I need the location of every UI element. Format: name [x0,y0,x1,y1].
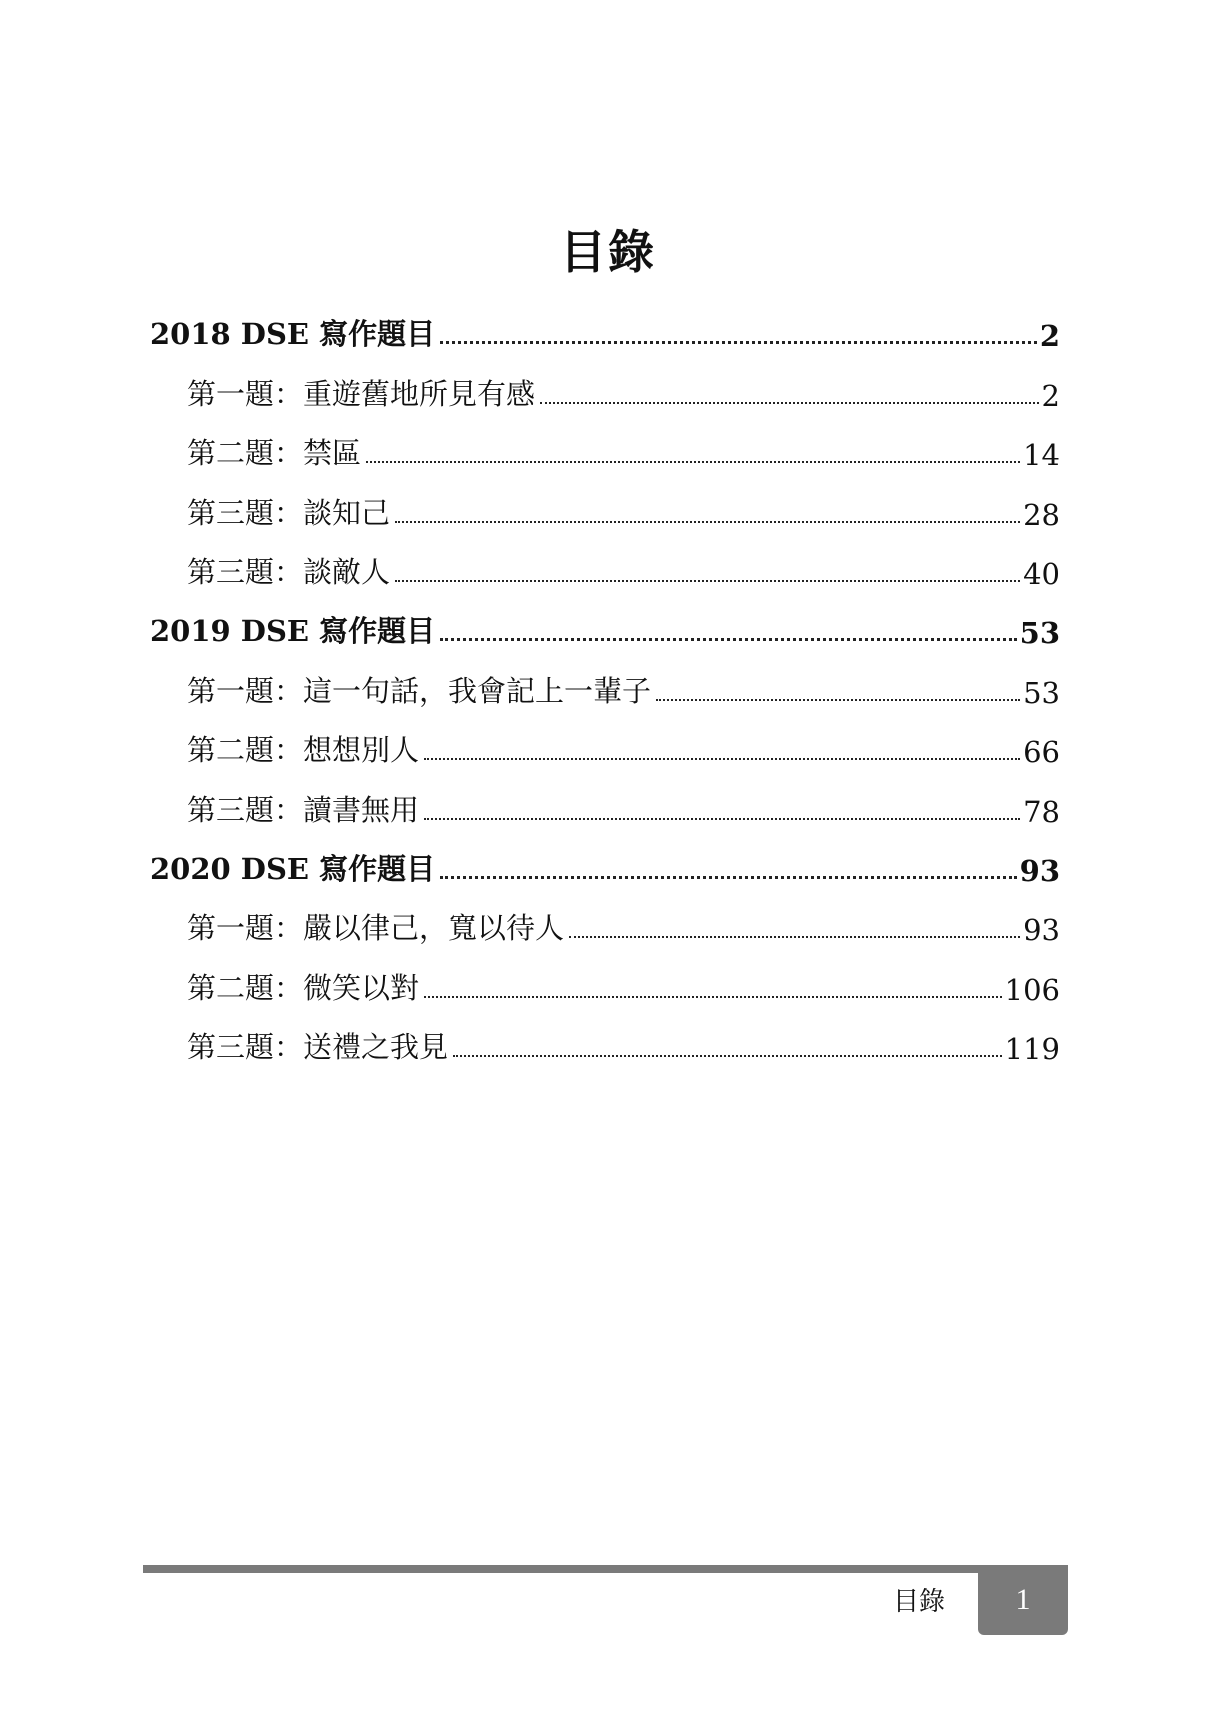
toc-page-number: 53 [1019,616,1060,651]
toc-entry-title: 第二題：禁區 [187,436,362,471]
toc-page-number: 106 [1004,972,1060,1007]
toc-page-number: 53 [1023,675,1060,710]
toc-sub-entry[interactable] [150,353,1060,412]
toc-dot-leader [366,461,1020,463]
footer-label: 目錄 [893,1587,946,1617]
toc-page-number: 93 [1019,853,1060,888]
toc-entry-title: 第一題：重遊舊地所見有感 [187,376,536,411]
toc-sub-entry[interactable] [150,472,1060,531]
toc-dot-leader [569,936,1020,938]
toc-dot-leader [440,638,1017,641]
toc-section-entry[interactable] [150,829,1060,888]
toc-entry-title: 第二題：微笑以對 [187,970,420,1005]
toc-entry-title: 2020 DSE 寫作題目 [150,851,436,886]
toc-entry-title: 第一題：這一句話，我會記上一輩子 [187,673,652,708]
toc-entry-title: 2018 DSE 寫作題目 [150,317,436,352]
toc-sub-entry[interactable] [150,532,1060,591]
toc-dot-leader [656,699,1020,701]
toc-dot-leader [424,818,1020,820]
toc-sub-entry[interactable] [150,413,1060,472]
toc-entry-title: 第三題：談敵人 [187,554,391,589]
toc-dot-leader [424,996,1002,998]
toc-sub-entry[interactable] [150,710,1060,769]
toc-dot-leader [440,876,1017,879]
toc-sub-entry[interactable] [150,1007,1060,1066]
toc-section-entry[interactable] [150,591,1060,650]
footer-page-number: 1 [978,1565,1068,1635]
toc-section-entry[interactable] [150,294,1060,353]
toc-page-number: 119 [1004,1032,1060,1067]
toc-entry-title: 第三題：讀書無用 [187,792,420,827]
toc-page-number: 28 [1023,497,1060,532]
toc-entry-title: 第三題：談知己 [187,495,391,530]
footer-rule [143,1565,1068,1573]
toc-sub-entry[interactable] [150,888,1060,947]
toc-dot-leader [424,758,1020,760]
toc-dot-leader [540,402,1039,404]
toc-page-number: 40 [1023,556,1060,591]
toc-entry-title: 第三題：送禮之我見 [187,1030,449,1065]
toc-dot-leader [440,341,1037,344]
toc-page-number: 2 [1039,319,1060,354]
table-of-contents [150,294,1060,1066]
toc-sub-entry[interactable] [150,947,1060,1006]
toc-dot-leader [395,521,1020,523]
toc-entry-title: 第一題：嚴以律己，寬以待人 [187,911,565,946]
toc-entry-title: 第二題：想想別人 [187,733,420,768]
toc-page-number: 14 [1023,438,1060,473]
page-title: 目錄 [560,225,656,279]
toc-dot-leader [395,580,1020,582]
toc-page-number: 93 [1023,913,1060,948]
toc-page-number: 2 [1041,378,1060,413]
toc-dot-leader [453,1055,1002,1057]
toc-page-number: 78 [1023,794,1060,829]
toc-entry-title: 2019 DSE 寫作題目 [150,614,436,649]
toc-sub-entry[interactable] [150,650,1060,709]
toc-page-number: 66 [1023,735,1060,770]
toc-sub-entry[interactable] [150,769,1060,828]
